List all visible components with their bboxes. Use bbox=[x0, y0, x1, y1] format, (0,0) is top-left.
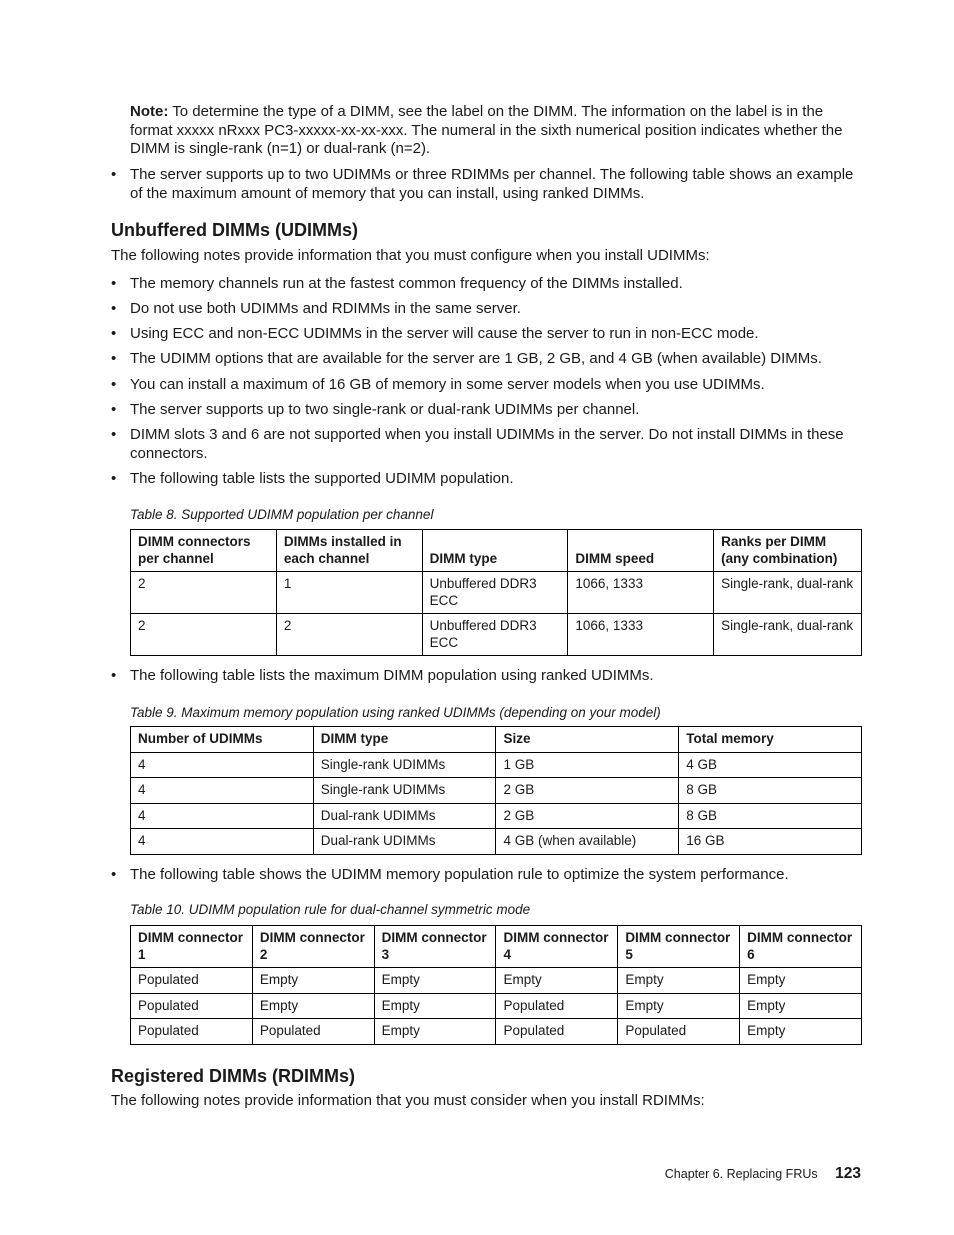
table-cell: 4 bbox=[131, 803, 314, 829]
table-header-row bbox=[131, 926, 862, 968]
table-cell: 1066, 1333 bbox=[568, 572, 714, 614]
table-header-row bbox=[131, 727, 862, 753]
note-paragraph bbox=[130, 103, 860, 159]
table-cell: 8 GB bbox=[679, 778, 862, 804]
list-item-text: The memory channels run at the fastest common frequency of the DIMMs installed. bbox=[130, 275, 683, 292]
list-item-text: DIMM slots 3 and 6 are not supported when you install UDIMMs in the server. Do not install DIMMs in these connectors. bbox=[130, 426, 844, 462]
section-heading-rdimm: Registered DIMMs (RDIMMs) bbox=[111, 1066, 356, 1086]
table-cell: 8 GB bbox=[679, 803, 862, 829]
table-cell: Populated bbox=[252, 1019, 374, 1045]
table-cell: Single-rank, dual-rank bbox=[714, 572, 862, 614]
table-cell: 2 bbox=[276, 614, 422, 656]
table-row bbox=[131, 968, 862, 994]
bullet-dot: • bbox=[111, 401, 117, 418]
table-cell: 4 bbox=[131, 778, 314, 804]
table-population-rule bbox=[130, 925, 862, 1045]
udimm-intro: The following notes provide information that you must configure when you install UDIMMs: bbox=[111, 247, 710, 264]
table-cell: Populated bbox=[496, 993, 618, 1019]
table-cell: Empty bbox=[740, 968, 862, 994]
bullet-dot: • bbox=[111, 325, 117, 342]
table-cell: Populated bbox=[131, 968, 253, 994]
table-header-cell: Size bbox=[496, 727, 679, 753]
list-item-text: The server supports up to two single-rank or dual-rank UDIMMs per channel. bbox=[130, 401, 640, 418]
table-header-cell: Ranks per DIMM (any combination) bbox=[714, 530, 862, 572]
table-udimm-population bbox=[130, 529, 862, 656]
table-cell: Dual-rank UDIMMs bbox=[313, 803, 496, 829]
table-header-cell: Number of UDIMMs bbox=[131, 727, 314, 753]
table-cell: 2 GB bbox=[496, 778, 679, 804]
table-header-cell: DIMM connector 1 bbox=[131, 926, 253, 968]
table-caption: Table 9. Maximum memory population using ranked UDIMMs (depending on your model) bbox=[130, 705, 661, 720]
table-cell: Empty bbox=[496, 968, 618, 994]
table-cell: Single-rank UDIMMs bbox=[313, 778, 496, 804]
table-header-cell: Total memory bbox=[679, 727, 862, 753]
table-header-cell: DIMM type bbox=[422, 530, 568, 572]
table-row bbox=[131, 572, 862, 614]
table-cell: Single-rank UDIMMs bbox=[313, 752, 496, 778]
table-cell: Populated bbox=[496, 1019, 618, 1045]
table-row bbox=[131, 993, 862, 1019]
table-cell: Empty bbox=[740, 993, 862, 1019]
table-cell: 1 bbox=[276, 572, 422, 614]
table-max-memory-population bbox=[130, 726, 862, 855]
table-row bbox=[131, 803, 862, 829]
rdimm-intro: The following notes provide information that you must consider when you install RDIMMs: bbox=[111, 1092, 705, 1109]
bullet-dot: • bbox=[111, 376, 117, 393]
footer-chapter: Chapter 6. Replacing FRUs bbox=[664, 1167, 818, 1181]
table-header-cell: DIMM connector 2 bbox=[252, 926, 374, 968]
list-item-text: You can install a maximum of 16 GB of memory in some server models when you use UDIMMs. bbox=[130, 376, 765, 393]
table-header-cell: DIMM connector 6 bbox=[740, 926, 862, 968]
note-text: To determine the type of a DIMM, see the label on the DIMM. The information on the label is in the format xxxxx nRxxx PC3-xxxxx-xx-xx-xxx. The numeral in the sixth numerical position indicates whether the DIMM is single-rank (n=1) or dual-rank (n=2). bbox=[130, 103, 843, 157]
list-item-text: The UDIMM options that are available for the server are 1 GB, 2 GB, and 4 GB (when available) DIMMs. bbox=[130, 350, 822, 367]
bullet-dot: • bbox=[111, 470, 117, 487]
table-cell: 2 bbox=[131, 614, 277, 656]
table-cell: 4 bbox=[131, 752, 314, 778]
table-cell: Populated bbox=[131, 1019, 253, 1045]
table-cell: 16 GB bbox=[679, 829, 862, 855]
table-header-cell: DIMM connector 5 bbox=[618, 926, 740, 968]
page-footer bbox=[665, 1165, 861, 1183]
table-cell: Empty bbox=[740, 1019, 862, 1045]
table-cell: Empty bbox=[618, 968, 740, 994]
table-row bbox=[131, 752, 862, 778]
table-cell: Empty bbox=[374, 968, 496, 994]
table-cell: 4 GB (when available) bbox=[496, 829, 679, 855]
table-cell: 4 GB bbox=[679, 752, 862, 778]
table-cell: 2 GB bbox=[496, 803, 679, 829]
page-number: 123 bbox=[835, 1165, 861, 1182]
bullet-dot: • bbox=[111, 350, 117, 367]
table-cell: Unbuffered DDR3 ECC bbox=[422, 572, 568, 614]
table-caption: Table 8. Supported UDIMM population per channel bbox=[130, 507, 434, 522]
table-caption: Table 10. UDIMM population rule for dual-channel symmetric mode bbox=[130, 902, 531, 917]
table-row bbox=[131, 829, 862, 855]
table-header-row bbox=[131, 530, 862, 572]
table-header-cell: DIMMs installed in each channel bbox=[276, 530, 422, 572]
table-cell: Empty bbox=[374, 993, 496, 1019]
bullet-dot: • bbox=[111, 866, 117, 883]
table-header-cell: DIMM speed bbox=[568, 530, 714, 572]
table-cell: 4 bbox=[131, 829, 314, 855]
table-cell: Populated bbox=[618, 1019, 740, 1045]
table-cell: Dual-rank UDIMMs bbox=[313, 829, 496, 855]
table-header-cell: DIMM type bbox=[313, 727, 496, 753]
table-cell: 1066, 1333 bbox=[568, 614, 714, 656]
list-item-text: The following table shows the UDIMM memory population rule to optimize the system performance. bbox=[130, 866, 789, 883]
table-cell: Single-rank, dual-rank bbox=[714, 614, 862, 656]
section-heading-udimm: Unbuffered DIMMs (UDIMMs) bbox=[111, 220, 358, 240]
bullet-dot: • bbox=[111, 166, 117, 183]
table-cell: Empty bbox=[618, 993, 740, 1019]
bullet-dot: • bbox=[111, 667, 117, 684]
note-label: Note: bbox=[130, 103, 169, 120]
table-cell: Unbuffered DDR3 ECC bbox=[422, 614, 568, 656]
table-cell: Empty bbox=[252, 968, 374, 994]
table-row bbox=[131, 778, 862, 804]
table-header-cell: DIMM connector 3 bbox=[374, 926, 496, 968]
table-header-cell: DIMM connector 4 bbox=[496, 926, 618, 968]
list-item-text: The following table lists the supported UDIMM population. bbox=[130, 470, 514, 487]
list-item-text: The following table lists the maximum DIMM population using ranked UDIMMs. bbox=[130, 667, 654, 684]
bullet-dot: • bbox=[111, 426, 117, 443]
table-cell: Populated bbox=[131, 993, 253, 1019]
list-item-text: Do not use both UDIMMs and RDIMMs in the same server. bbox=[130, 300, 521, 317]
table-cell: 1 GB bbox=[496, 752, 679, 778]
table-cell: Empty bbox=[374, 1019, 496, 1045]
bullet-dot: • bbox=[111, 275, 117, 292]
table-cell: 2 bbox=[131, 572, 277, 614]
table-row bbox=[131, 614, 862, 656]
table-row bbox=[131, 1019, 862, 1045]
table-header-cell: DIMM connectors per channel bbox=[131, 530, 277, 572]
bullet-dot: • bbox=[111, 300, 117, 317]
list-item-text: Using ECC and non-ECC UDIMMs in the server will cause the server to run in non-ECC mode. bbox=[130, 325, 759, 342]
list-item-text: The server supports up to two UDIMMs or three RDIMMs per channel. The following table shows an example of the maximum amount of memory that you can install, using ranked DIMMs. bbox=[130, 166, 854, 202]
table-cell: Empty bbox=[252, 993, 374, 1019]
